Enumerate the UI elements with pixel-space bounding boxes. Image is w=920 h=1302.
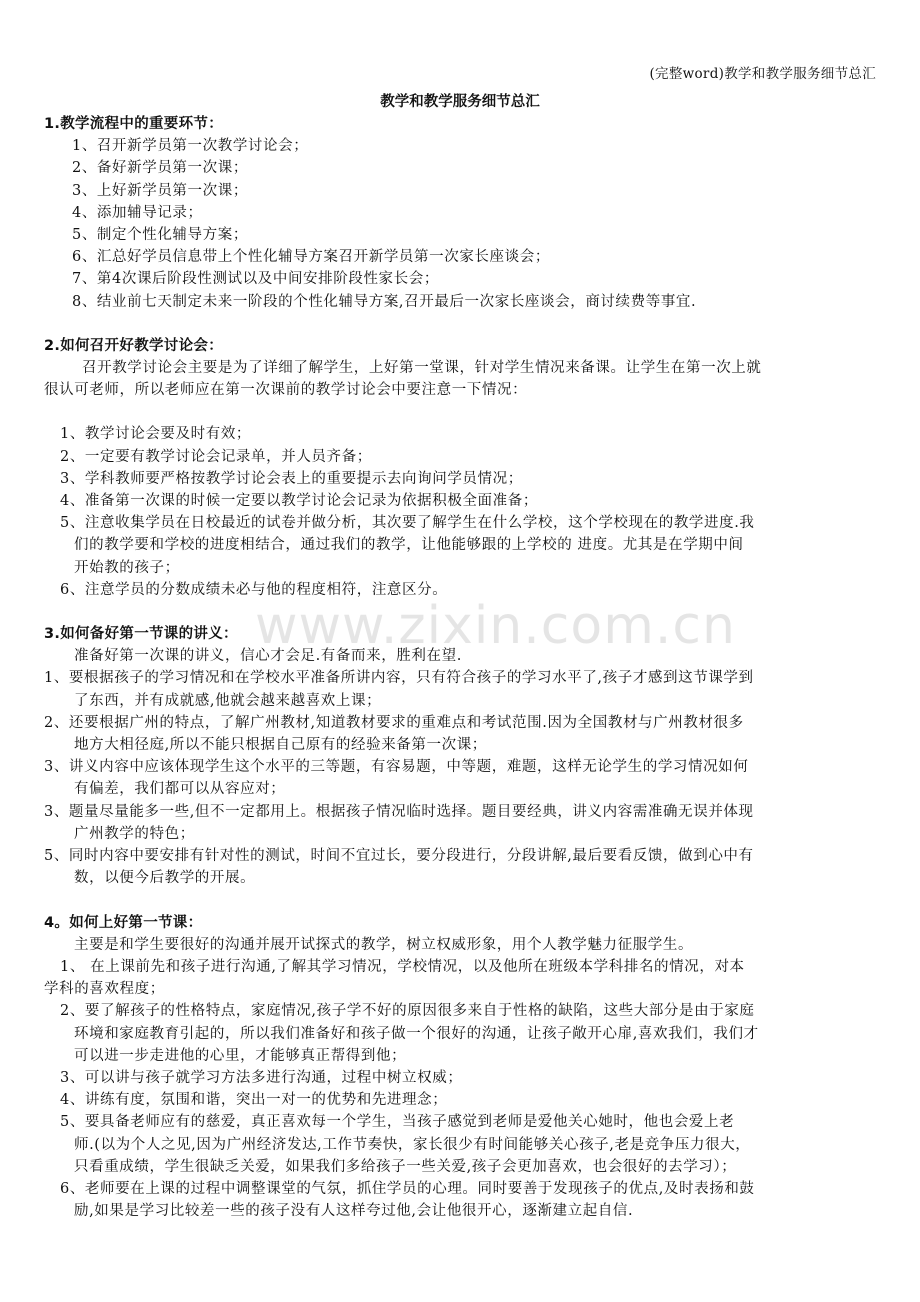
list-item-continued: 广州教学的特色；: [74, 825, 195, 842]
page-title: 教学和教学服务细节总汇: [380, 93, 540, 110]
list-item-continued: 励,如果是学习比较差一些的孩子没有人这样夸过他,会让他很开心，逐渐建立起自信.: [74, 1203, 634, 1220]
section-4-heading: 4。如何上好第一节课：: [44, 914, 203, 931]
list-item-continued: 们的教学要和学校的进度相结合，通过我们的教学，让他能够跟的上学校的 进度。尤其是在学期中间: [74, 537, 744, 554]
section-1-heading: 1.教学流程中的重要环节：: [44, 116, 223, 132]
list-item: 2、要了解孩子的性格特点，家庭情况,孩子学不好的原因很多来自于性格的缺陷，这些大部分是由于家庭: [60, 1003, 755, 1020]
list-item: 2、备好新学员第一次课；: [72, 160, 248, 177]
list-item: 5、制定个性化辅导方案；: [72, 227, 248, 244]
list-item-continued: 师.(以为个人之见,因为广州经济发达,工作节奏快，家长很少有时间能够关心孩子,老是竞争压力很大，: [74, 1136, 751, 1153]
list-item-continued: 地方大相径庭,所以不能只根据自己原有的经验来备第一次课；: [74, 737, 487, 754]
list-item-continued: 只看重成绩，学生很缺乏关爱，如果我们多给孩子一些关爱,孩子会更加喜欢，也会很好的去学习）；: [74, 1158, 737, 1175]
paragraph-line: 主要是和学生要很好的沟通并展开试探式的教学，树立权威形象，用个人教学魅力征服学生。: [74, 936, 694, 953]
list-item: 5、同时内容中要安排有针对性的测试，时间不宜过长，要分段进行，分段讲解,最后要看反馈，做到心中有: [44, 848, 754, 865]
list-item: 1、教学讨论会要及时有效；: [60, 426, 252, 443]
paragraph-line: 召开教学讨论会主要是为了详细了解学生，上好第一堂课，针对学生情况来备课。让学生在第一次上就: [82, 360, 762, 377]
list-item: 3、上好新学员第一次课；: [72, 182, 248, 199]
list-item-continued: 环境和家庭教育引起的，所以我们准备好和孩子做一个很好的沟通，让孩子敞开心扉,喜欢我们，我们才: [74, 1025, 759, 1042]
watermark-text: www.zixin.com.cn: [255, 596, 736, 656]
list-item-continued: 开始教的孩子；: [74, 559, 180, 576]
list-item-continued: 有偏差，我们都可以从容应对；: [74, 781, 286, 798]
list-item: 4、讲练有度，氛围和谐，突出一对一的优势和先进理念；: [60, 1092, 448, 1109]
list-item: 8、结业前七天制定未来一阶段的个性化辅导方案,召开最后一次家长座谈会，商讨续费等事宜.: [72, 293, 697, 310]
paragraph-line: 准备好第一次课的讲义，信心才会足.有备而来，胜利在望.: [74, 648, 462, 665]
list-item: 1、 在上课前先和孩子进行沟通,了解其学习情况，学校情况，以及他所在班级本学科排名的情况，对本: [60, 958, 745, 975]
list-item: 4、准备第一次课的时候一定要以教学讨论会记录为依据积极全面准备；: [60, 493, 538, 510]
list-item: 1、召开新学员第一次教学讨论会；: [72, 138, 309, 155]
list-item: 3、讲义内容中应该体现学生这个水平的三等题，有容易题，中等题，难题，这样无论学生的学习情况如何: [44, 759, 749, 776]
list-item-continued: 学科的喜欢程度；: [44, 981, 165, 998]
section-3-heading: 3.如何备好第一节课的讲义：: [44, 626, 238, 643]
list-item-continued: 数，以便今后教学的开展。: [74, 870, 256, 887]
doc-header-label: (完整word)教学和教学服务细节总汇: [649, 66, 876, 82]
list-item: 3、学科教师要严格按教学讨论会表上的重要提示去向询问学员情况；: [60, 470, 523, 487]
list-item: 6、注意学员的分数成绩未必与他的程度相符，注意区分。: [60, 581, 448, 598]
list-item: 5、要具备老师应有的慈爱，真正喜欢每一个学生，当孩子感觉到老师是爱他关心她时，他也会爱上老: [60, 1114, 735, 1131]
list-item: 5、注意收集学员在日校最近的试卷并做分析，其次要了解学生在什么学校，这个学校现在的教学进度.我: [60, 515, 755, 532]
document-body: [44, 113, 880, 1222]
list-item: 2、一定要有教学讨论会记录单，并人员齐备；: [60, 448, 372, 465]
paragraph-line: 很认可老师，所以老师应在第一次课前的教学讨论会中要注意一下情况：: [44, 382, 528, 399]
list-item-continued: 了东西，并有成就感,他就会越来越喜欢上课；: [74, 692, 382, 709]
list-item: 3、题量尽量能多一些,但不一定都用上。根据孩子情况临时选择。题目要经典，讲义内容需准确无误并体现: [44, 803, 754, 820]
list-item: 1、要根据孩子的学习情况和在学校水平准备所讲内容，只有符合孩子的学习水平了,孩子才感到这节课学到: [44, 670, 754, 687]
list-item: 3、可以讲与孩子就学习方法多进行沟通，过程中树立权威；: [60, 1069, 463, 1086]
list-item: 2、还要根据广州的特点，了解广州教材,知道教材要求的重难点和考试范围.因为全国教材与广州教材很多: [44, 714, 744, 731]
list-item: 7、第4次课后阶段性测试以及中间安排阶段性家长会；: [72, 271, 439, 288]
list-item: 4、添加辅导记录；: [72, 204, 203, 221]
section-2-heading: 2.如何召开好教学讨论会：: [44, 337, 223, 354]
list-item: 6、老师要在上课的过程中调整课堂的气氛，抓住学员的心理。同时要善于发现孩子的优点,及时表扬和鼓: [60, 1180, 755, 1197]
list-item: 6、汇总好学员信息带上个性化辅导方案召开新学员第一次家长座谈会；: [72, 249, 550, 266]
list-item-continued: 可以进一步走进他的心里，才能够真正帮得到他；: [74, 1047, 407, 1064]
